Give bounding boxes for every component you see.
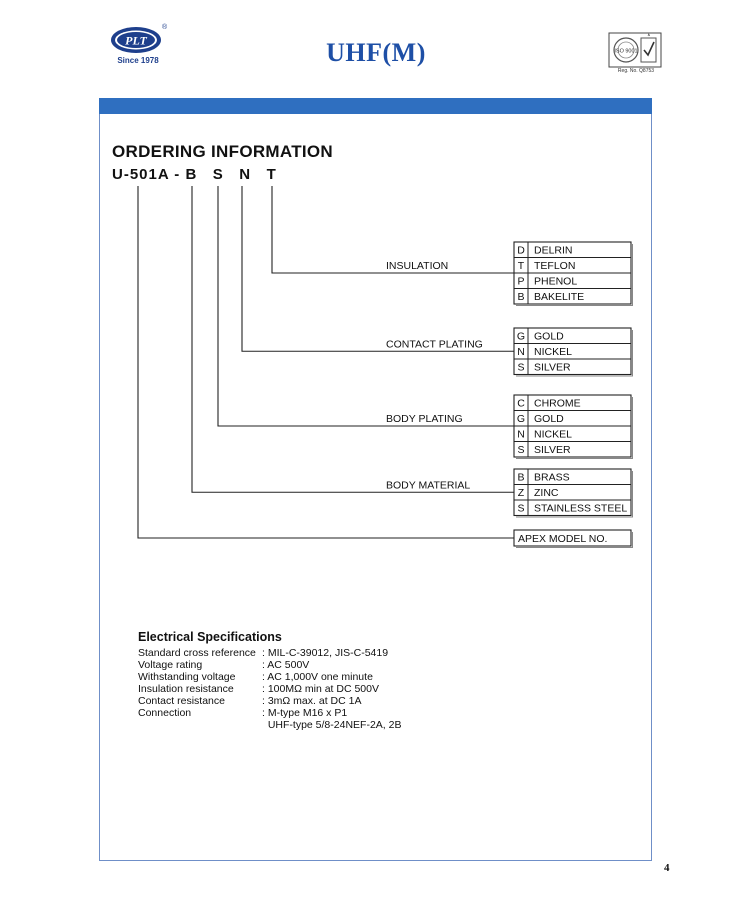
option-name: GOLD [534,413,564,425]
option-name: CHROME [534,397,581,410]
option-name: GOLD [534,330,564,343]
iso-badge-text: ISO 9001 [614,48,638,55]
option-name: TEFLON [534,260,576,272]
since-text: Since 1978 [117,56,159,65]
option-code: D [517,244,525,257]
cert-reg-number: Reg. No. Q8753 [617,68,655,74]
spec-value: : 3mΩ max. at DC 1A [262,695,362,707]
spec-value: : MIL-C-39012, JIS-C-5419 [262,647,389,659]
group-label: BODY PLATING [386,413,463,425]
option-code: B [517,291,525,303]
registered-mark: ® [162,24,168,31]
spec-label: Withstanding voltage [138,671,236,683]
option-name: BRASS [534,471,570,484]
option-code: S [517,502,525,515]
spec-label: Voltage rating [138,659,203,671]
option-box [514,328,631,375]
spec-value: : M-type M16 x P1 [262,707,348,719]
option-code: G [516,413,526,425]
option-code: Z [517,487,525,499]
option-code: G [516,330,526,343]
spec-value: : AC 500V [262,659,310,671]
spec-label: Insulation resistance [138,683,234,695]
part-number-code: U-501A - B S N T [112,166,277,183]
option-code: B [517,471,525,484]
model-label: APEX MODEL NO. [518,533,608,545]
option-code: P [517,275,525,288]
spec-label: Connection [138,707,192,719]
option-name: PHENOL [534,275,578,288]
logo-text: PLT [125,33,147,48]
option-name: SILVER [534,361,571,374]
page-title: UHF(M) [326,38,426,67]
spec-label: Contact resistance [138,695,225,707]
option-name: SILVER [534,444,571,456]
option-code: T [517,260,525,272]
option-name: DELRIN [534,244,573,257]
option-code: C [517,397,525,410]
spec-value: : AC 1,000V one minute [262,671,373,683]
leader-line [218,186,514,426]
ordering-heading: ORDERING INFORMATION [112,142,334,161]
option-code: S [517,444,525,456]
group-label: INSULATION [386,260,449,272]
leader-line [242,186,514,351]
group-label: CONTACT PLATING [386,338,483,351]
option-name: STAINLESS STEEL [534,502,628,515]
option-code: N [517,428,525,441]
spec-label: Standard cross reference [138,647,256,659]
spec-value: : 100MΩ min at DC 500V [262,683,379,695]
option-code: N [517,346,525,358]
option-name: NICKEL [534,346,572,358]
option-name: NICKEL [534,428,572,441]
option-code: S [517,361,525,374]
specs-heading: Electrical Specifications [138,630,282,644]
option-name: BAKELITE [534,291,585,303]
spec-value: UHF-type 5/8-24NEF-2A, 2B [262,719,402,731]
group-label: BODY MATERIAL [386,479,471,492]
page-number: 4 [664,862,670,874]
option-name: ZINC [534,487,559,499]
